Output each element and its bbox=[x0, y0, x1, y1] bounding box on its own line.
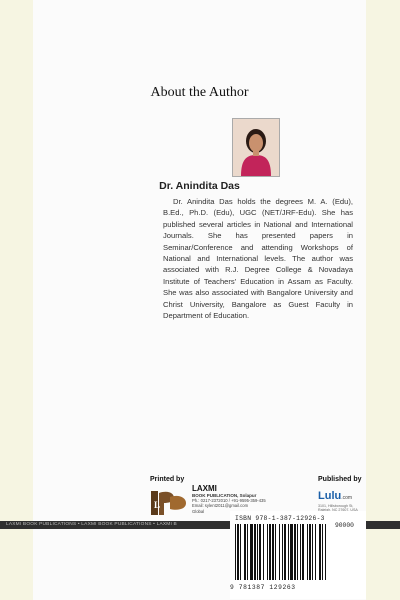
laxmi-logo bbox=[150, 487, 188, 517]
isbn-digits: 9 781387 129263 bbox=[230, 584, 296, 591]
printer-subtitle: BOOK PUBLICATION, Solapur bbox=[192, 493, 257, 498]
author-name: Dr. Anindita Das bbox=[159, 180, 240, 192]
svg-text:L: L bbox=[154, 500, 161, 510]
printer-name: LAXMI bbox=[192, 484, 217, 493]
lulu-suffix: .com bbox=[341, 495, 353, 501]
printed-by-label: Printed by bbox=[150, 476, 185, 483]
lulu-name: Lulu bbox=[318, 490, 342, 502]
published-by-label: Published by bbox=[318, 476, 362, 483]
ticker-text: LAXMI BOOK PUBLICATIONS • LAXMI BOOK PUBLICATIONS • LAXMI B bbox=[6, 522, 177, 527]
price-code: 90000 bbox=[335, 522, 354, 529]
printer-details bbox=[192, 484, 312, 514]
printer-email: Email: sylent2011@gmail.com bbox=[192, 503, 249, 509]
isbn-barcode bbox=[233, 524, 363, 580]
isbn-label: ISBN 978-1-387-12926-3 bbox=[235, 515, 325, 522]
left-margin-strip bbox=[0, 0, 33, 600]
author-photo bbox=[232, 118, 280, 177]
right-margin-strip bbox=[366, 0, 400, 600]
page-title: About the Author bbox=[150, 85, 249, 100]
publisher-address: 3101, Hillsborough St, bbox=[318, 504, 354, 508]
printer-phone: Ph.: 0217-2372010 / +91-9595-359-435 bbox=[192, 498, 266, 504]
author-bio: Dr. Anindita Das holds the degrees M. A. (Edu), B.Ed., Ph.D. (Edu), UGC (NET/JRF-Edu). She has published several articles in National and International Journals. She has presented papers in Seminar/Conference and attending Workshops of National and International levels. The author was associated with R.J. Degree College & Novadaya Institute of Teachers' Education in Assam as Faculty. She was also associated with Bangalore University and Christ University, Bangalore as Guest Faculty in Department of Education. bbox=[163, 197, 353, 321]
printer-web: Global bbox=[192, 508, 205, 514]
